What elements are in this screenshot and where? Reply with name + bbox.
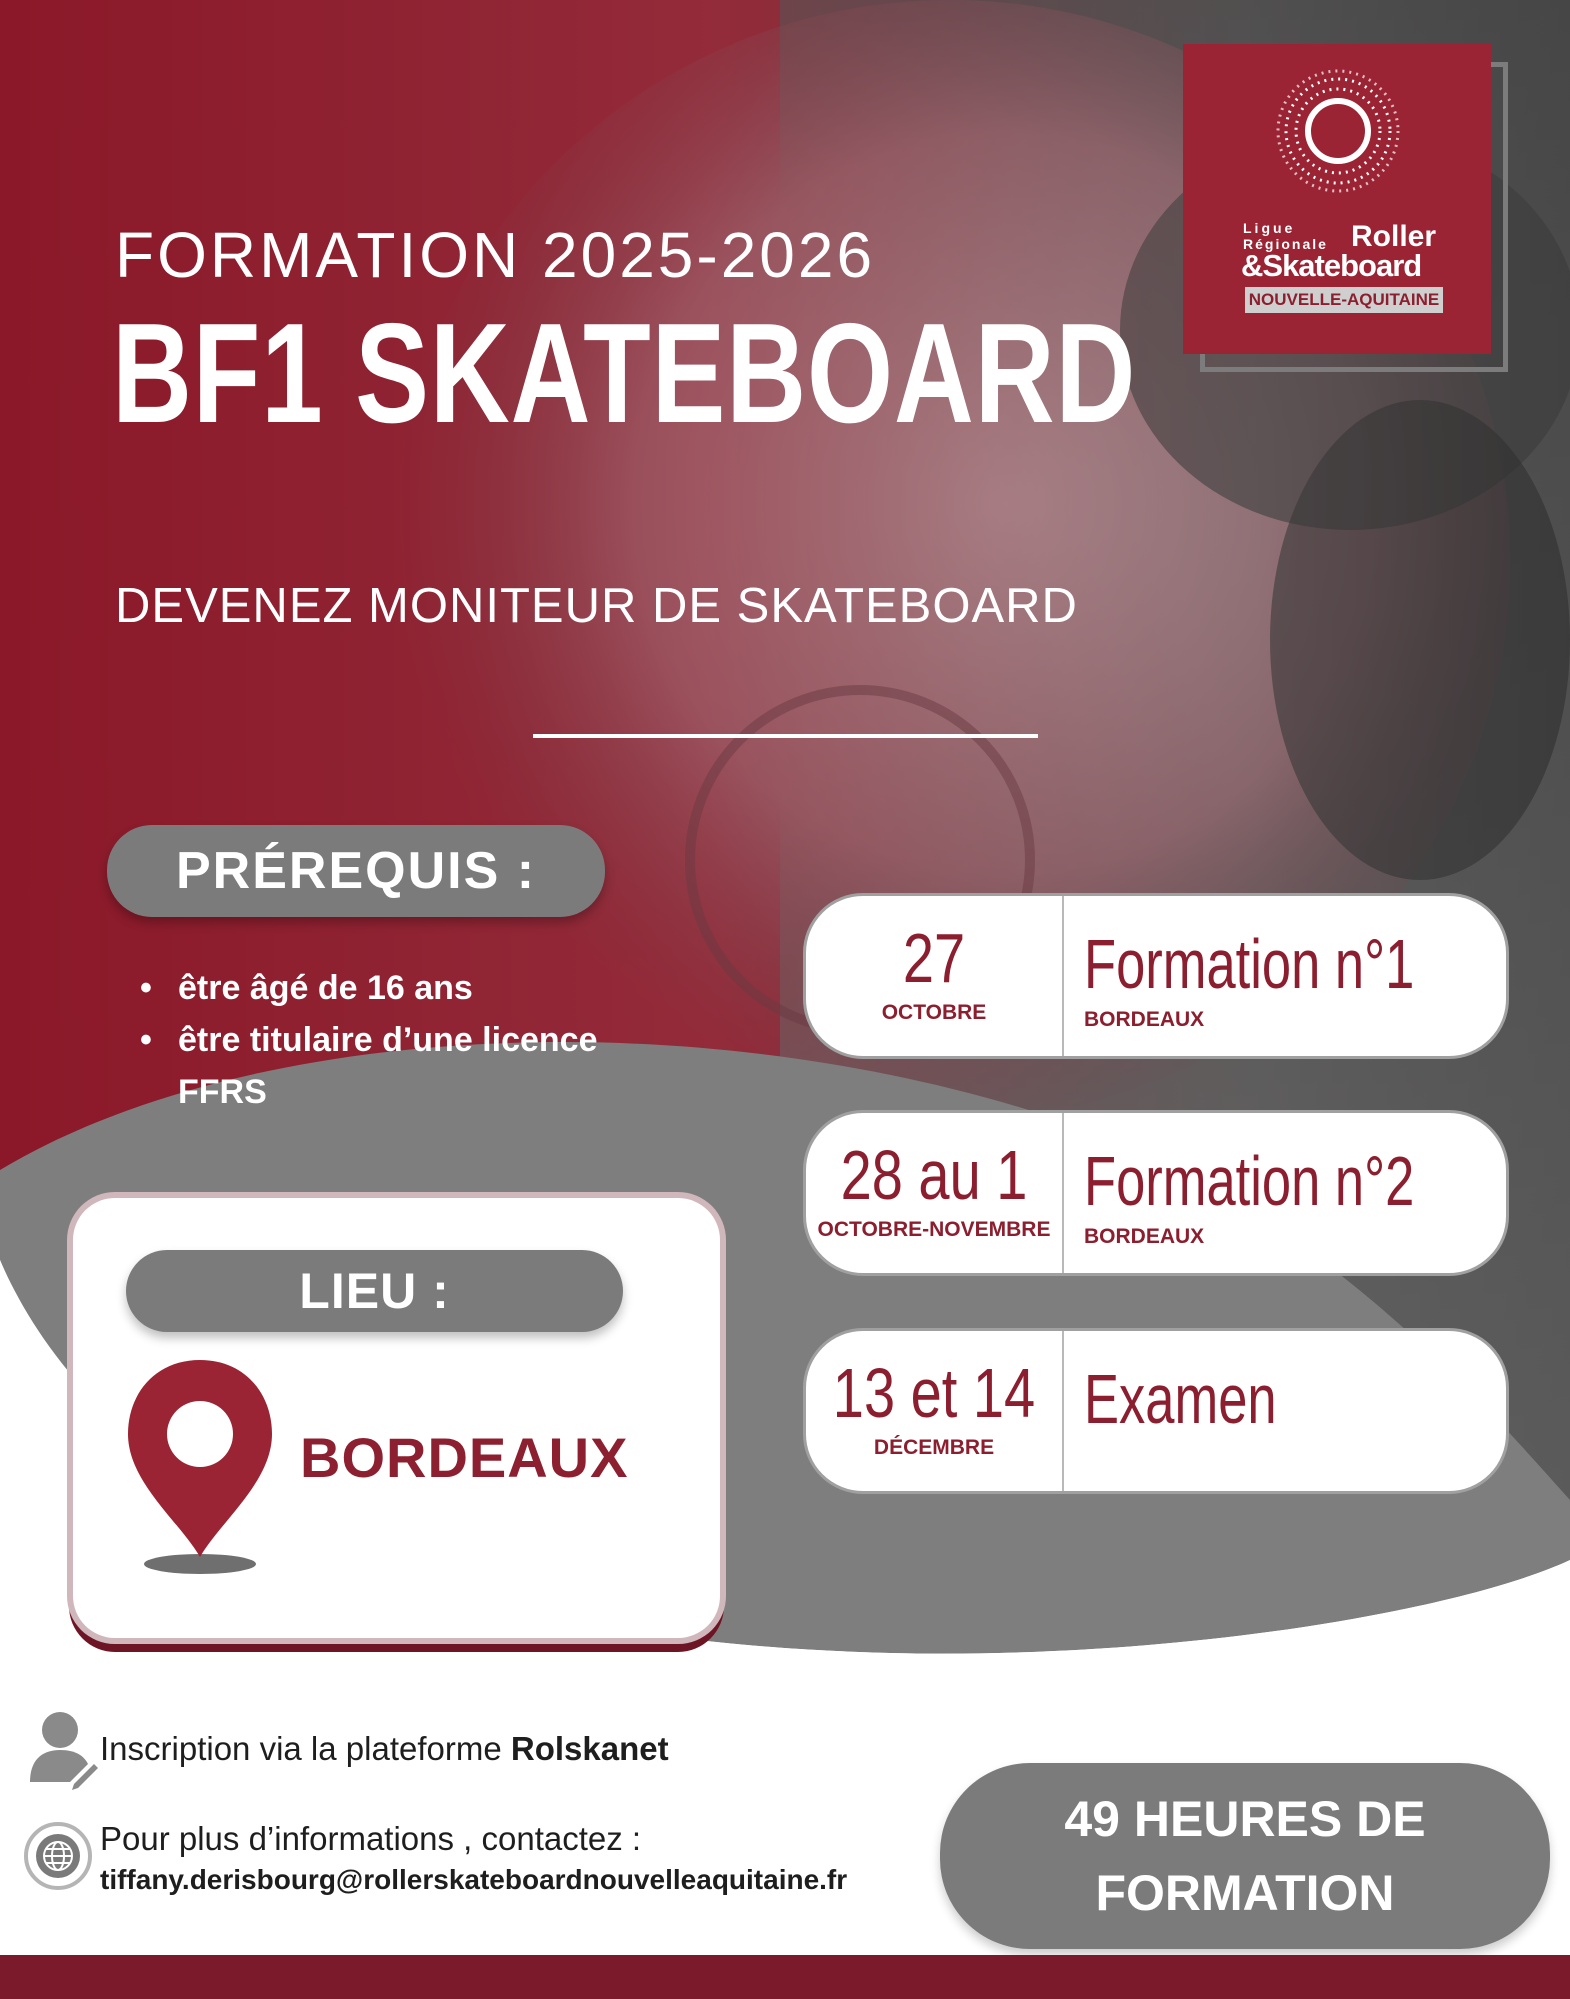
bottom-bar xyxy=(0,1955,1570,1999)
divider xyxy=(533,734,1038,738)
hours-line-1: 49 HEURES DE xyxy=(1064,1791,1426,1847)
page-title: BF1 SKATEBOARD xyxy=(112,294,1137,453)
logo-region-band: NOUVELLE-AQUITAINE xyxy=(1245,287,1443,313)
page-subtitle: DEVENEZ MONITEUR DE SKATEBOARD xyxy=(115,579,1078,633)
formation-year: FORMATION 2025-2026 xyxy=(115,219,876,291)
schedule-date-block xyxy=(806,896,1064,1056)
list-item: • être titulaire d’une licence FFRS xyxy=(140,1014,600,1118)
user-edit-icon xyxy=(26,1708,98,1790)
logo-text-roller: Roller xyxy=(1351,220,1437,253)
schedule-title: Formation n°2 xyxy=(1084,1142,1415,1220)
logo-text-regionale: Régionale xyxy=(1243,236,1328,252)
globe-icon xyxy=(22,1820,94,1892)
info-text: Pour plus d’informations , contactez : xyxy=(100,1820,642,1857)
schedule-period: DÉCEMBRE xyxy=(873,1436,995,1459)
schedule-date: 28 au 1 xyxy=(840,1136,1028,1214)
logo-text-ligue: Ligue xyxy=(1243,220,1296,236)
signup-prefix: Inscription via la plateforme xyxy=(100,1730,511,1767)
hours-line-2: FORMATION xyxy=(1095,1865,1395,1921)
contact-email[interactable]: tiffany.derisbourg@rollerskateboardnouvelleaquitaine.fr xyxy=(100,1864,848,1895)
schedule-card-2 xyxy=(803,1110,1509,1276)
signup-platform: Rolskanet xyxy=(510,1730,669,1767)
schedule-title: Examen xyxy=(1084,1360,1277,1438)
schedule-period: OCTOBRE-NOVEMBRE xyxy=(817,1218,1051,1241)
schedule-date-block xyxy=(806,1113,1064,1273)
schedule-date-block xyxy=(806,1331,1064,1491)
schedule-date: 13 et 14 xyxy=(832,1354,1036,1432)
league-logo xyxy=(1183,44,1491,354)
prerequisites-list xyxy=(140,962,600,1118)
schedule-title: Formation n°1 xyxy=(1084,925,1415,1003)
schedule-date: 27 xyxy=(902,919,966,997)
list-item: • être âgé de 16 ans xyxy=(140,962,600,1014)
schedule-place: BORDEAUX xyxy=(1084,1008,1205,1031)
schedule-place: BORDEAUX xyxy=(1084,1225,1205,1248)
schedule-period: OCTOBRE xyxy=(881,1001,987,1024)
schedule-info-block xyxy=(1080,1331,1500,1491)
hours-badge xyxy=(940,1763,1550,1949)
schedule-card-3 xyxy=(803,1328,1509,1494)
prerequisites-label: PRÉREQUIS : xyxy=(107,825,605,917)
map-pin-icon xyxy=(120,1352,280,1580)
schedule-card-1 xyxy=(803,893,1509,1059)
sun-burst-icon xyxy=(1263,66,1413,196)
schedule-info-block xyxy=(1080,896,1500,1056)
schedule-info-block xyxy=(1080,1113,1500,1273)
location-city: BORDEAUX xyxy=(300,1426,629,1489)
logo-text-skateboard: &Skateboard xyxy=(1241,248,1422,283)
signup-text xyxy=(100,1730,669,1768)
location-label: LIEU : xyxy=(126,1250,623,1332)
